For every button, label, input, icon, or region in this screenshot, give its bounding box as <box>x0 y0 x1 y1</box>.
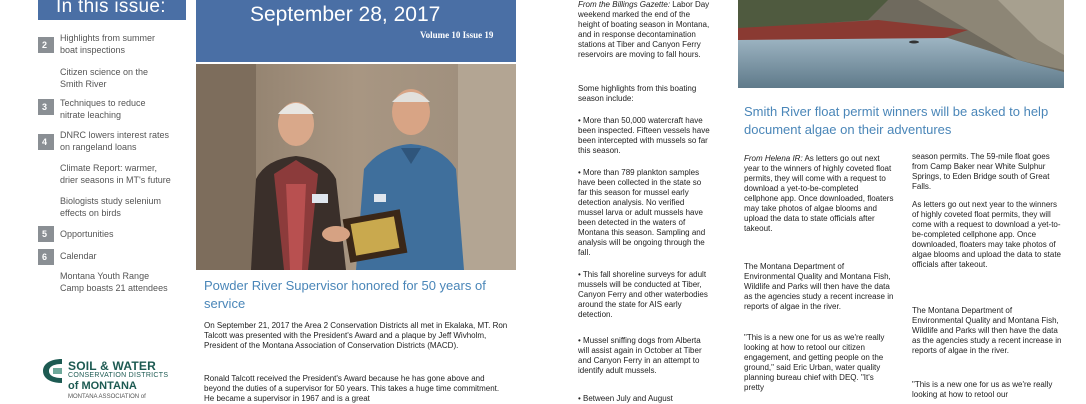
toc-item-selenium[interactable]: Biologists study selenium effects on birds <box>60 196 162 218</box>
article1-paragraph: Ronald Talcott received the President's Award because he has gone above and beyond the duties of a supervisor for 50 years. This takes a huge time commitment. He became a supervisor in 1967 and is a great <box>204 374 500 403</box>
issue-date: September 28, 2017 <box>250 3 441 26</box>
toc-item-calendar[interactable]: Calendar <box>60 251 97 261</box>
toc-item-climate-report[interactable]: Climate Report: warmer, drier seasons in MT's future <box>60 163 171 185</box>
toc-item-range-camp[interactable]: Montana Youth Range Camp boasts 21 attendees <box>60 271 168 293</box>
article2-paragraph: As letters go out next year to the winners of highly coveted float permits, they will come with a request to download a yet-to-be-completed cellphone app. Once downloaded, floaters may take photos of algae blooms and upload the data to state officials after takeout. <box>912 200 1061 269</box>
toc-page-number: 4 <box>38 134 54 150</box>
column2-paragraph: Some highlights from this boating season include: <box>578 84 697 103</box>
article2-paragraph: The Montana Department of Environmental Quality and Montana Fish, Wildlife and Parks will then have the data as the agencies study a recent increase in reports of algae in the river. <box>912 306 1062 355</box>
source-credit: From Helena IR: <box>744 154 803 163</box>
logo-mark-icon <box>40 356 66 386</box>
toc-page-number: 6 <box>38 249 54 265</box>
article2-title[interactable]: Smith River float permit winners will be asked to help document algae on their adventures <box>744 104 1049 137</box>
article2-paragraph-text: As letters go out next year to the winners of highly coveted float permits, they will come with a request to download a yet-to-be-completed cellphone app. Once downloaded, floaters may take photos of algae blooms and upload the data to state officials after takeout. <box>744 154 894 233</box>
award-photo <box>196 64 516 270</box>
article1-title[interactable]: Powder River Supervisor honored for 50 years of service <box>204 278 486 311</box>
logo-name: SOIL & WATER <box>68 359 156 373</box>
article2-paragraph: season permits. The 59-mile float goes from Camp Baker near White Sulphur Springs, to Eden Bridge south of Great Falls. <box>912 152 1050 191</box>
issue-volume: Volume 10 Issue 19 <box>420 30 494 40</box>
smith-river-photo <box>738 0 1064 88</box>
toc-page-number: 5 <box>38 226 54 242</box>
logo-subtitle: MONTANA ASSOCIATION of <box>68 394 146 400</box>
column2-paragraph <box>578 0 710 60</box>
column2-paragraph-text: Labor Day weekend marked the end of the height of boating season in Montana, and in response decontamination stations at Tiber and Canyon Ferry reservoirs are moving to fall hours. <box>578 0 710 59</box>
bullet-item: • Between July and August <box>578 394 673 403</box>
bullet-item: • This fall shoreline surveys for adult mussels will be conducted at Tiber, Canyon Ferry and other waterbodies around the state for AIS early detection. <box>578 270 708 319</box>
sidebar-title: In this issue: <box>56 0 166 17</box>
logo-line3: of MONTANA <box>68 380 137 392</box>
toc-item-nitrate[interactable]: Techniques to reduce nitrate leaching <box>60 98 146 120</box>
article2-paragraph <box>744 154 894 234</box>
toc-page-number: 2 <box>38 37 54 53</box>
bullet-item: • More than 50,000 watercraft have been inspected. Fifteen vessels have been intercepted with mussels so far this season. <box>578 116 710 155</box>
toc-item-boat-inspections[interactable]: Highlights from summer boat inspections <box>60 33 156 55</box>
bullet-item: • More than 789 plankton samples have been collected in the state so far this season for mussel early detection analysis. No verified mussel larva or adult mussels have been detected in the waters of Montana this season. Sampling and analysis will be ongoing through the fall. <box>578 168 706 257</box>
article2-paragraph: "This is a new one for us as we're really looking at how to retool our citizen engagement, and getting people on the ground," said Eric Urban, water quality planning bureau chief with DEQ. "It's pretty <box>744 333 885 392</box>
article1-paragraph: On September 21, 2017 the Area 2 Conservation Districts all met in Ekalaka, MT. Ron Talcott was presented with the President's Award and a plaque by Jeff Wivholm, President of the Montana Association of Conservation Districts (MACD). <box>204 321 508 350</box>
toc-item-dnrc-loans[interactable]: DNRC lowers interest rates on rangeland loans <box>60 130 170 152</box>
toc-item-smith-river[interactable]: Citizen science on the Smith River <box>60 67 149 89</box>
article2-paragraph: "This is a new one for us as we're really looking at how to retool our <box>912 380 1053 399</box>
toc-page-number: 3 <box>38 99 54 115</box>
source-credit: From the Billings Gazette: <box>578 0 671 9</box>
bullet-item: • Mussel sniffing dogs from Alberta will assist again in October at Tiber and Canyon Ferry in an attempt to identify adult mussels. <box>578 336 702 375</box>
article2-paragraph: The Montana Department of Environmental Quality and Montana Fish, Wildlife and Parks will then have the data as the agencies study a recent increase in reports of algae in the river. <box>744 262 894 311</box>
logo-line2: CONSERVATION DISTRICTS <box>68 372 169 379</box>
toc-item-opportunities[interactable]: Opportunities <box>60 229 114 239</box>
